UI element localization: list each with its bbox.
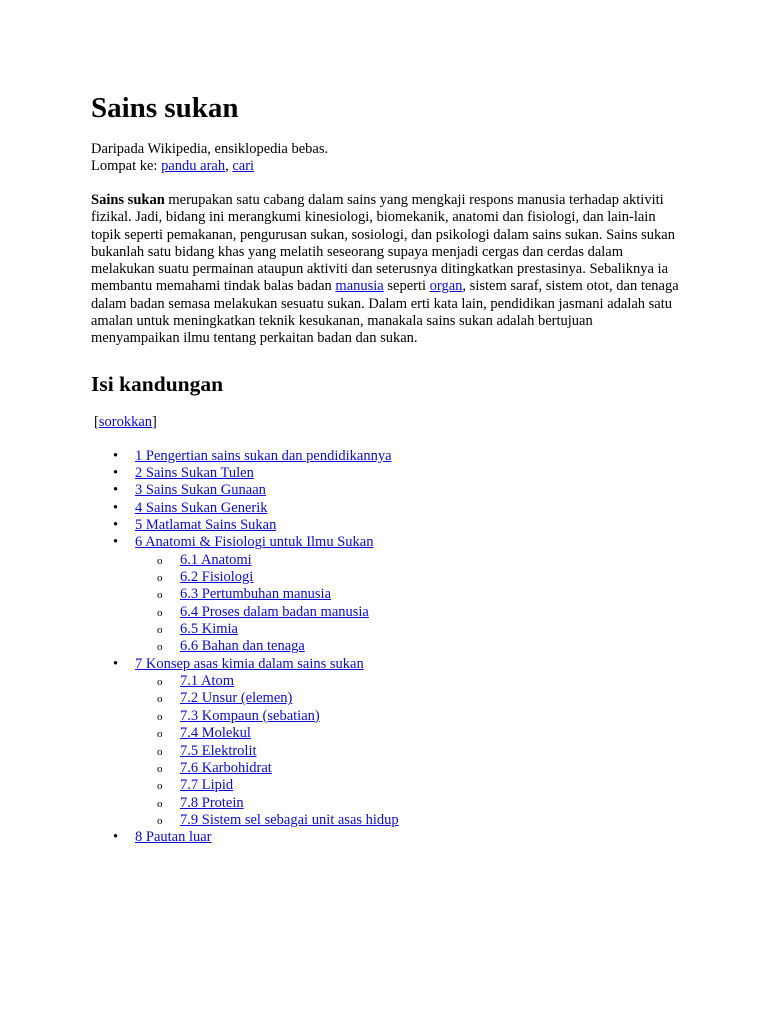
toc-subitem: [91, 552, 691, 569]
intro-text-1: merupakan satu cabang dalam sains yang mengkaji respons manusia terhadap aktiviti fizikal. Jadi, bidang ini merangkumi kinesiologi, biomekanik, anatomi dan fisiologi, dan lain-lain topik seperti pemakanan, pengurusan sukan, sosiologi, dan psikologi dalam sains sukan. Sains sukan bukanlah satu bidang khas yang melatih seseorang supaya menjadi cergas dan cerdas dalam melakukan suatu permainan ataupun aktiviti dan seterusnya ditingkatkan prestasinya. Sebaliknya ia membantu memahami tindak balas badan: [91, 192, 675, 295]
toc-subitem: [91, 690, 691, 707]
toc-link-6[interactable]: 6 Anatomi & Fisiologi untuk Ilmu Sukan: [135, 534, 374, 551]
circle-bullet-icon: o: [157, 554, 163, 567]
toc-item: [91, 534, 691, 655]
toc-item: [91, 656, 691, 829]
circle-bullet-icon: o: [157, 797, 163, 810]
link-organ[interactable]: organ: [429, 278, 463, 295]
toc-subitem: [91, 708, 691, 725]
toc-subitem: [91, 795, 691, 812]
circle-bullet-icon: o: [157, 589, 163, 602]
toc-link-6-6[interactable]: 6.6 Bahan dan tenaga: [180, 638, 305, 655]
bullet-icon: •: [113, 482, 119, 499]
link-manusia[interactable]: manusia: [335, 278, 384, 295]
circle-bullet-icon: o: [157, 728, 163, 741]
toc-link-6-2[interactable]: 6.2 Fisiologi: [180, 569, 254, 586]
jump-to: [91, 158, 691, 175]
toc-sublist-7: [135, 673, 691, 829]
circle-bullet-icon: o: [157, 710, 163, 723]
toc-item: [91, 482, 691, 499]
toc-subitem: [91, 621, 691, 638]
toc-subitem: [91, 638, 691, 655]
toc-link-7[interactable]: 7 Konsep asas kimia dalam sains sukan: [135, 655, 364, 672]
toc-link-3[interactable]: 3 Sains Sukan Gunaan: [135, 482, 266, 499]
toc-toggle-close-bracket: ]: [152, 413, 157, 430]
bullet-icon: •: [113, 829, 119, 846]
toc-heading: Isi kandungan: [91, 371, 224, 396]
toc-link-5[interactable]: 5 Matlamat Sains Sukan: [135, 517, 277, 534]
circle-bullet-icon: o: [157, 745, 163, 758]
toc-link-7-8[interactable]: 7.8 Protein: [180, 794, 244, 811]
intro-paragraph: [91, 192, 683, 348]
toc-subitem: [91, 777, 691, 794]
toc-link-2[interactable]: 2 Sains Sukan Tulen: [135, 465, 254, 482]
toc-link-6-4[interactable]: 6.4 Proses dalam badan manusia: [180, 603, 369, 620]
toc-hide-link[interactable]: sorokkan: [98, 413, 153, 430]
toc-subitem: [91, 725, 691, 742]
toc-item: [91, 829, 691, 846]
toc-subitem: [91, 604, 691, 621]
page-title: Sains sukan: [91, 92, 239, 124]
toc-link-8[interactable]: 8 Pautan luar: [135, 829, 212, 846]
toc-subitem: [91, 812, 691, 829]
toc-link-6-5[interactable]: 6.5 Kimia: [180, 621, 238, 638]
circle-bullet-icon: o: [157, 606, 163, 619]
bullet-icon: •: [113, 499, 119, 516]
toc-item: [91, 448, 691, 465]
toc-subitem: [91, 673, 691, 690]
circle-bullet-icon: o: [157, 780, 163, 793]
bullet-icon: •: [113, 517, 119, 534]
site-subtitle-block: [91, 141, 691, 175]
toc-sublist-6: [135, 552, 691, 656]
toc-subitem: [91, 743, 691, 760]
toc-link-7-3[interactable]: 7.3 Kompaun (sebatian): [180, 707, 320, 724]
circle-bullet-icon: o: [157, 814, 163, 827]
toc-link-4[interactable]: 4 Sains Sukan Generik: [135, 499, 268, 516]
toc-link-7-7[interactable]: 7.7 Lipid: [180, 777, 234, 794]
toc-subitem: [91, 760, 691, 777]
circle-bullet-icon: o: [157, 641, 163, 654]
circle-bullet-icon: o: [157, 624, 163, 637]
toc-item: [91, 517, 691, 534]
intro-text-2: seperti: [383, 278, 430, 295]
circle-bullet-icon: o: [157, 572, 163, 585]
circle-bullet-icon: o: [157, 693, 163, 706]
toc-subitem: [91, 586, 691, 603]
bullet-icon: •: [113, 465, 119, 482]
toc-toggle: [94, 414, 691, 431]
toc-link-7-4[interactable]: 7.4 Molekul: [180, 725, 251, 742]
toc-link-7-2[interactable]: 7.2 Unsur (elemen): [180, 690, 293, 707]
intro-bold-term: Sains sukan: [91, 192, 165, 208]
toc-link-6-3[interactable]: 6.3 Pertumbuhan manusia: [180, 586, 332, 603]
intro-text-3: , sistem saraf, sistem otot, dan tenaga dalam badan semasa melakukan sesuatu sukan. Dalam erti kata lain, pendidikan jasmani adalah satu amalan untuk meningkatkan teknik kesukanan, manakala sains sukan adalah bertujuan menyampaikan ilmu tentang perkaitan badan dan sukan.: [91, 278, 679, 347]
toc-link-7-1[interactable]: 7.1 Atom: [180, 673, 234, 690]
jump-separator: ,: [225, 158, 233, 174]
toc-item: [91, 465, 691, 482]
toc-list: [91, 448, 691, 847]
jump-search-link[interactable]: cari: [232, 158, 255, 174]
toc-link-7-5[interactable]: 7.5 Elektrolit: [180, 742, 257, 759]
jump-label: Lompat ke:: [91, 158, 162, 174]
toc-link-7-6[interactable]: 7.6 Karbohidrat: [180, 759, 272, 776]
toc-link-6-1[interactable]: 6.1 Anatomi: [180, 551, 252, 568]
toc-subitem: [91, 569, 691, 586]
circle-bullet-icon: o: [157, 762, 163, 775]
toc-link-1[interactable]: 1 Pengertian sains sukan dan pendidikannya: [135, 447, 392, 464]
bullet-icon: •: [113, 655, 119, 672]
toc-link-7-9[interactable]: 7.9 Sistem sel sebagai unit asas hidup: [180, 811, 399, 828]
bullet-icon: •: [113, 447, 119, 464]
bullet-icon: •: [113, 534, 119, 551]
circle-bullet-icon: o: [157, 676, 163, 689]
toc-toggle-open-bracket: [: [94, 413, 99, 430]
jump-nav-link[interactable]: pandu arah: [161, 158, 226, 174]
site-subtitle: Daripada Wikipedia, ensiklopedia bebas.: [91, 141, 329, 157]
toc-item: [91, 500, 691, 517]
